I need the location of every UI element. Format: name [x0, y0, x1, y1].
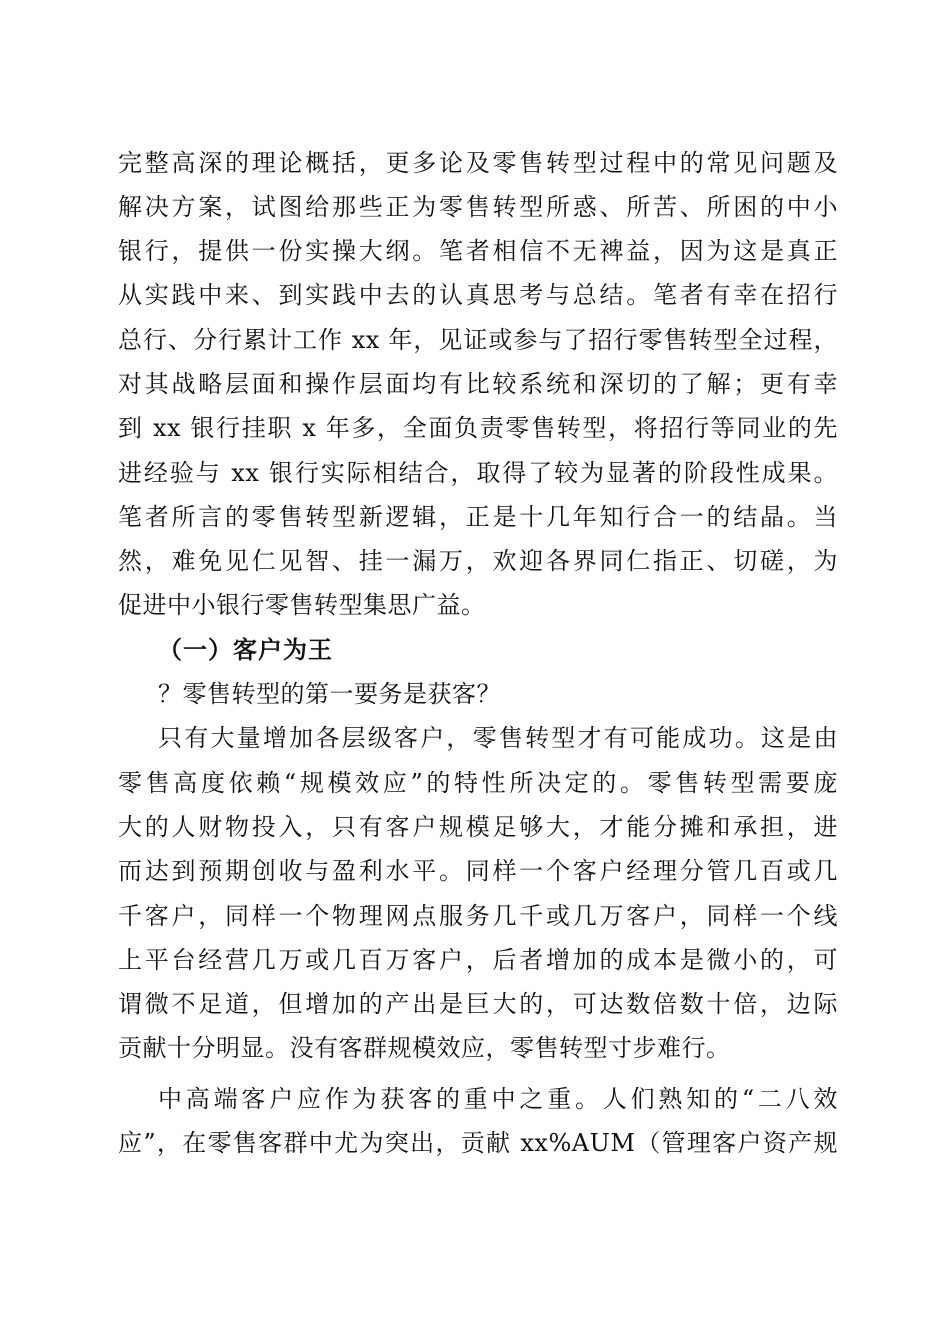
paragraph-line: 大的人财物投入，只有客户规模足够大，才能分摊和承担，进: [118, 813, 838, 841]
paragraph-line: 中高端客户应作为获客的重中之重。人们熟知的“二八效: [158, 1085, 838, 1113]
section-heading: （一）客户为王: [158, 636, 333, 664]
paragraph-line: 进经验与 xx 银行实际相结合，取得了较为显著的阶段性成果。: [118, 459, 838, 487]
paragraph-line: 只有大量增加各层级客户，零售转型才有可能成功。这是由: [158, 724, 838, 752]
paragraph-line: 然，难免见仁见智、挂一漏万，欢迎各界同仁指正、切磋，为: [118, 547, 838, 575]
paragraph-line: 贡献十分明显。没有客群规模效应，零售转型寸步难行。: [118, 1034, 731, 1062]
paragraph-line: 总行、分行累计工作 xx 年，见证或参与了招行零售转型全过程，: [118, 326, 838, 354]
paragraph-line: 完整高深的理论概括，更多论及零售转型过程中的常见问题及: [118, 149, 838, 177]
paragraph-line: 应”，在零售客群中尤为突出，贡献 xx%AUM（管理客户资产规: [118, 1129, 838, 1157]
paragraph-line: 银行，提供一份实操大纲。笔者相信不无裨益，因为这是真正: [118, 237, 838, 265]
paragraph-line: 从实践中来、到实践中去的认真思考与总结。笔者有幸在招行: [118, 281, 838, 309]
paragraph-line: 促进中小银行零售转型集思广益。: [118, 591, 486, 619]
paragraph-line: 谓微不足道，但增加的产出是巨大的，可达数倍数十倍，边际: [118, 990, 838, 1018]
paragraph-line: 千客户，同样一个物理网点服务几千或几万客户，同样一个线: [118, 902, 838, 930]
paragraph-line: 上平台经营几万或几百万客户，后者增加的成本是微小的，可: [118, 946, 838, 974]
question-line: ？零售转型的第一要务是获客？: [158, 680, 501, 708]
paragraph-line: 零售高度依赖“规模效应”的特性所决定的。零售转型需要庞: [118, 769, 838, 797]
paragraph-line: 而达到预期创收与盈利水平。同样一个客户经理分管几百或几: [118, 857, 838, 885]
paragraph-line: 笔者所言的零售转型新逻辑，正是十几年知行合一的结晶。当: [118, 503, 838, 531]
paragraph-line: 到 xx 银行挂职 x 年多，全面负责零售转型，将招行等同业的先: [118, 414, 838, 442]
paragraph-line: 对其战略层面和操作层面均有比较系统和深切的了解；更有幸: [118, 370, 838, 398]
paragraph-line: 解决方案，试图给那些正为零售转型所惑、所苦、所困的中小: [118, 193, 838, 221]
